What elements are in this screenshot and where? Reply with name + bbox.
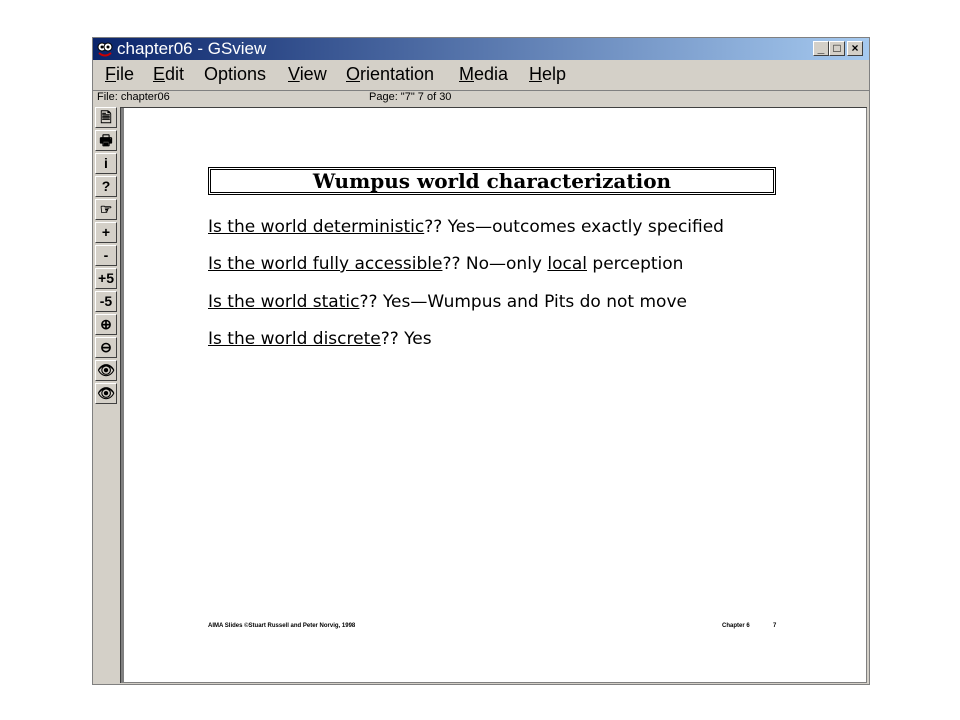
menu-view[interactable] [288,64,327,84]
slide-footer-page: 7 [773,623,777,629]
answer-discrete: ?? Yes [380,329,432,349]
question-static: Is the world static [208,292,360,312]
menu-orientation-mnemonic: O [346,64,361,84]
answer-deterministic: ?? Yes—outcomes exactly specified [424,217,724,237]
menu-help-label: elp [542,64,567,84]
help-icon: ? [101,178,111,194]
find-text-button[interactable] [95,360,117,381]
slide-line-discrete [208,329,432,349]
info-icon: i [104,155,108,171]
find-next-button[interactable] [95,383,117,404]
menu-edit[interactable] [153,64,184,84]
menu-orientation-label: rientation [360,64,435,84]
help-button[interactable] [95,176,117,197]
answer-accessible-2: perception [587,254,684,274]
menu-file[interactable] [105,64,134,84]
menu-file-mnemonic: F [105,64,116,84]
menu-file-label: ile [116,64,135,84]
print-icon: 🖶 [99,132,113,148]
status-bar [93,90,869,105]
find-text-icon: 👁 [97,362,115,378]
window-title: chapter06 - GSview [117,39,267,58]
back-5-button[interactable] [95,291,117,312]
forward-5-button[interactable] [95,268,117,289]
question-deterministic: Is the world deterministic [208,217,425,237]
find-next-icon: 👁 [97,385,115,401]
menu-media-label: edia [474,64,509,84]
slide-line-deterministic [208,217,724,237]
toolbar [95,107,117,683]
goto-page-icon: ☞ [99,201,113,217]
zoom-in-button[interactable] [95,314,117,335]
status-page: Page: "7" 7 of 30 [369,91,452,103]
slide-line-accessible [208,254,683,274]
answer-static: ?? Yes—Wumpus and Pits do not move [359,292,687,312]
menu-help[interactable] [529,64,566,84]
question-accessible: Is the world fully accessible [208,254,443,274]
question-discrete: Is the world discrete [208,329,381,349]
gsview-window [92,37,870,685]
menu-media-mnemonic: M [459,64,474,84]
open-file-icon: 🗎 [100,109,112,125]
answer-accessible-1: ?? No—only [442,254,548,274]
slide-title: Wumpus world characterization [208,167,776,195]
menu-view-label: iew [299,64,327,84]
next-page-icon: + [101,224,111,240]
document-viewport[interactable] [120,107,867,683]
next-page-button[interactable] [95,222,117,243]
title-bar[interactable] [93,38,869,60]
zoom-in-icon: ⊕ [100,316,112,332]
menu-view-mnemonic: V [288,64,300,84]
gsview-app-icon[interactable] [97,41,113,57]
document-page [124,108,866,682]
menu-orientation[interactable] [346,64,434,84]
forward-5-icon: +5 [98,270,114,286]
menu-options-label: Options [204,64,267,84]
prev-page-icon: - [103,247,109,263]
slide-line-static [208,292,687,312]
close-button[interactable]: × [847,41,863,56]
local-emphasis: local [547,254,588,274]
zoom-out-icon: ⊖ [100,339,112,355]
open-file-button[interactable] [95,107,117,128]
menu-options[interactable] [204,64,266,84]
menu-edit-mnemonic: E [153,64,166,84]
goto-page-button[interactable] [95,199,117,220]
zoom-out-button[interactable] [95,337,117,358]
maximize-button[interactable]: □ [829,41,845,56]
minimize-button[interactable]: _ [813,41,829,56]
prev-page-button[interactable] [95,245,117,266]
menu-edit-label: dit [165,64,185,84]
info-button[interactable] [95,153,117,174]
menu-help-mnemonic: H [529,64,542,84]
back-5-icon: -5 [99,293,113,309]
slide-footer-chapter: Chapter 6 [722,623,750,629]
menu-media[interactable] [459,64,508,84]
menu-bar [93,61,869,87]
slide-footer-credit: AIMA Slides ©Stuart Russell and Peter Norvig, 1998 [208,623,356,629]
status-file: File: chapter06 [97,91,170,103]
print-button[interactable] [95,130,117,151]
